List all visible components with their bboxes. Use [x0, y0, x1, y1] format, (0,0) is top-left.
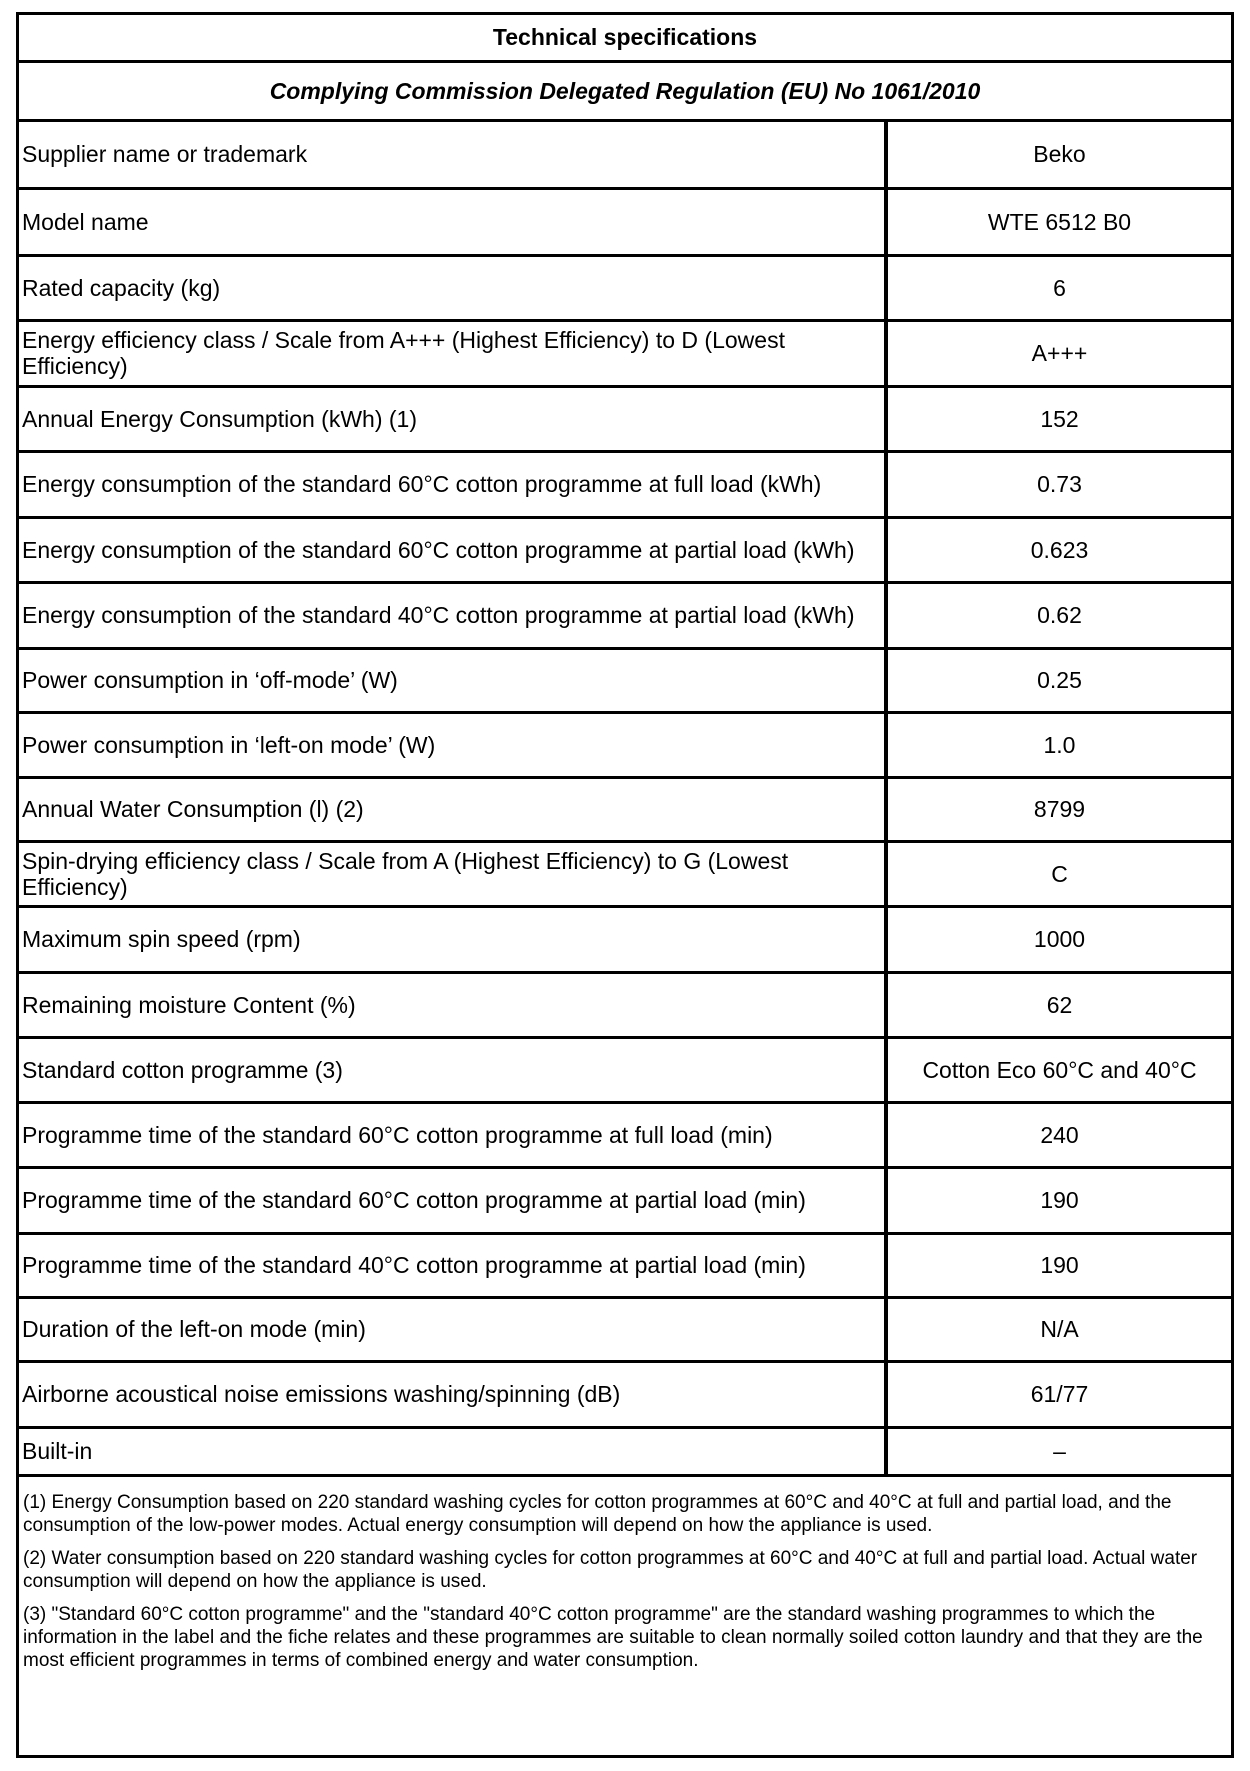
row-value: 152 [886, 386, 1231, 451]
row-value: 190 [886, 1233, 1231, 1297]
table-row [19, 1102, 1231, 1167]
row-value: 1.0 [886, 712, 1231, 777]
table-row [19, 122, 1231, 188]
row-value: WTE 6512 B0 [886, 188, 1231, 255]
row-label: Standard cotton programme (3) [19, 1037, 886, 1102]
row-value: 190 [886, 1167, 1231, 1233]
row-label: Rated capacity (kg) [19, 255, 886, 320]
table-row [19, 1297, 1231, 1361]
row-label: Model name [19, 188, 886, 255]
row-label: Energy consumption of the standard 60°C cotton programme at full load (kWh) [19, 451, 886, 517]
row-label: Built-in [19, 1427, 886, 1475]
row-value: C [886, 841, 1231, 906]
regulation-subtitle: Complying Commission Delegated Regulation (EU) No 1061/2010 [19, 63, 1231, 122]
table-row [19, 1233, 1231, 1297]
table-row [19, 1037, 1231, 1102]
row-label: Maximum spin speed (rpm) [19, 906, 886, 972]
table-row [19, 386, 1231, 451]
row-label: Power consumption in ‘off-mode’ (W) [19, 648, 886, 712]
table-row [19, 972, 1231, 1037]
table-row [19, 1361, 1231, 1427]
row-value: A+++ [886, 320, 1231, 386]
row-value: 62 [886, 972, 1231, 1037]
table-row [19, 777, 1231, 841]
row-value: 1000 [886, 906, 1231, 972]
table-row [19, 841, 1231, 906]
row-label: Programme time of the standard 60°C cotton programme at partial load (min) [19, 1167, 886, 1233]
row-value: N/A [886, 1297, 1231, 1361]
table-row [19, 712, 1231, 777]
table-row [19, 320, 1231, 386]
footnote-2: (2) Water consumption based on 220 standard washing cycles for cotton programmes at 60°C and 40°C at full and partial load. Actual water consumption will depend on how the appliance is used. [23, 1547, 1198, 1592]
row-label: Duration of the left-on mode (min) [19, 1297, 886, 1361]
row-label: Annual Water Consumption (l) (2) [19, 777, 886, 841]
row-value: – [886, 1427, 1231, 1475]
row-value: 6 [886, 255, 1231, 320]
row-value: 0.623 [886, 517, 1231, 582]
specs-table [19, 122, 1231, 1477]
table-row [19, 255, 1231, 320]
table-row [19, 1167, 1231, 1233]
table-row [19, 1427, 1231, 1475]
row-value: 0.25 [886, 648, 1231, 712]
row-label: Programme time of the standard 60°C cotton programme at full load (min) [19, 1102, 886, 1167]
table-row [19, 906, 1231, 972]
row-value: Cotton Eco 60°C and 40°C [886, 1037, 1231, 1102]
table-row [19, 582, 1231, 648]
row-label: Supplier name or trademark [19, 122, 886, 188]
row-label: Power consumption in ‘left-on mode’ (W) [19, 712, 886, 777]
footnote-1: (1) Energy Consumption based on 220 standard washing cycles for cotton programmes at 60°C and 40°C at full and partial load, and the consumption of the low-power modes. Actual energy consumption will depend on how the appliance is used. [23, 1491, 1172, 1536]
table-row [19, 517, 1231, 582]
row-value: 61/77 [886, 1361, 1231, 1427]
table-row [19, 451, 1231, 517]
row-label: Energy consumption of the standard 40°C cotton programme at partial load (kWh) [19, 582, 886, 648]
footnote-3: (3) "Standard 60°C cotton programme" and the "standard 40°C cotton programme" are the standard washing programmes to which the information in the label and the fiche relates and these programmes are suitable to clean normally soiled cotton laundry and that they are the most efficient programmes in terms of combined energy and water consumption. [23, 1603, 1203, 1671]
row-label: Annual Energy Consumption (kWh) (1) [19, 386, 886, 451]
footnotes [19, 1477, 1231, 1672]
row-label: Airborne acoustical noise emissions washing/spinning (dB) [19, 1361, 886, 1427]
row-value: Beko [886, 122, 1231, 188]
row-label: Spin-drying efficiency class / Scale from A (Highest Efficiency) to G (Lowest Efficiency) [19, 841, 886, 906]
row-value: 8799 [886, 777, 1231, 841]
table-row [19, 648, 1231, 712]
spec-sheet [16, 12, 1234, 1758]
row-value: 0.62 [886, 582, 1231, 648]
row-value: 240 [886, 1102, 1231, 1167]
row-label: Energy efficiency class / Scale from A+++ (Highest Efficiency) to D (Lowest Efficiency) [19, 320, 886, 386]
row-label: Energy consumption of the standard 60°C cotton programme at partial load (kWh) [19, 517, 886, 582]
row-value: 0.73 [886, 451, 1231, 517]
row-label: Programme time of the standard 40°C cotton programme at partial load (min) [19, 1233, 886, 1297]
row-label: Remaining moisture Content (%) [19, 972, 886, 1037]
table-row [19, 188, 1231, 255]
sheet-title: Technical specifications [19, 15, 1231, 63]
